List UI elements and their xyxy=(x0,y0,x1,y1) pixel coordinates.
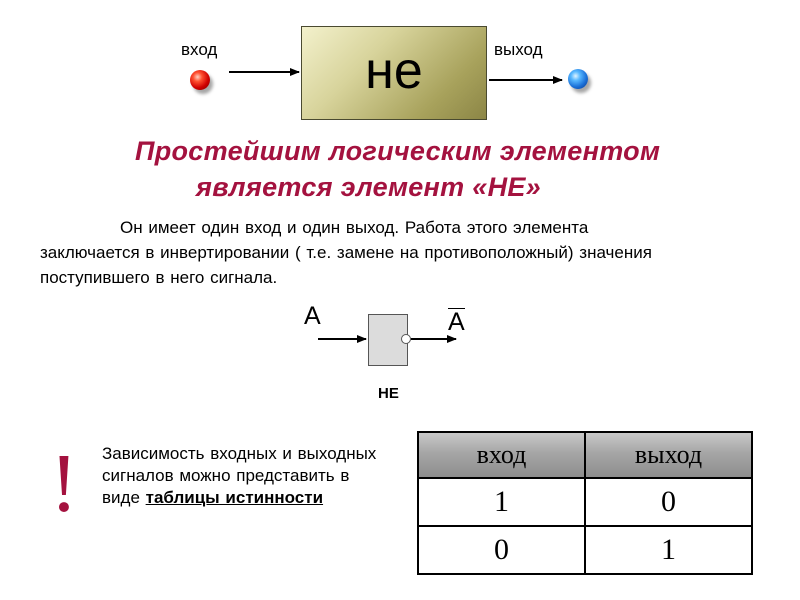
schematic-caption: НЕ xyxy=(378,385,399,402)
heading-line-2: является элемент «НЕ» xyxy=(196,172,541,202)
truth-table-note xyxy=(102,443,392,509)
table-cell: 0 xyxy=(585,478,752,526)
description-paragraph xyxy=(40,215,680,290)
note-text: Зависимость входных и выходных сигналов можно представить в виде xyxy=(102,444,377,507)
table-row xyxy=(418,478,752,526)
header-output: выход xyxy=(585,432,752,478)
schematic-output-letter: A xyxy=(448,308,465,336)
inversion-circle xyxy=(401,334,411,344)
truth-table-link: таблицы истинности xyxy=(145,488,324,507)
table-cell: 1 xyxy=(585,526,752,574)
exclamation-mark: ! xyxy=(50,437,78,530)
table-row xyxy=(418,526,752,574)
heading-line-1: Простейшим логическим элементом xyxy=(135,136,661,166)
not-gate-block xyxy=(301,26,487,120)
description-text: Он имеет один вход и один выход. Работа этого элемента заключается в инвертировании ( т.е. замене на противоположный) значения поступившего в него сигнала. xyxy=(40,218,652,287)
table-cell: 0 xyxy=(418,526,585,574)
table-cell: 1 xyxy=(418,478,585,526)
table-header-row xyxy=(418,432,752,478)
schematic-input-letter: A xyxy=(304,302,321,330)
header-input: вход xyxy=(418,432,585,478)
top-output-label: выход xyxy=(494,40,543,59)
top-input-label: вход xyxy=(181,40,218,59)
truth-table xyxy=(417,431,753,575)
gate-label: не xyxy=(365,42,423,100)
